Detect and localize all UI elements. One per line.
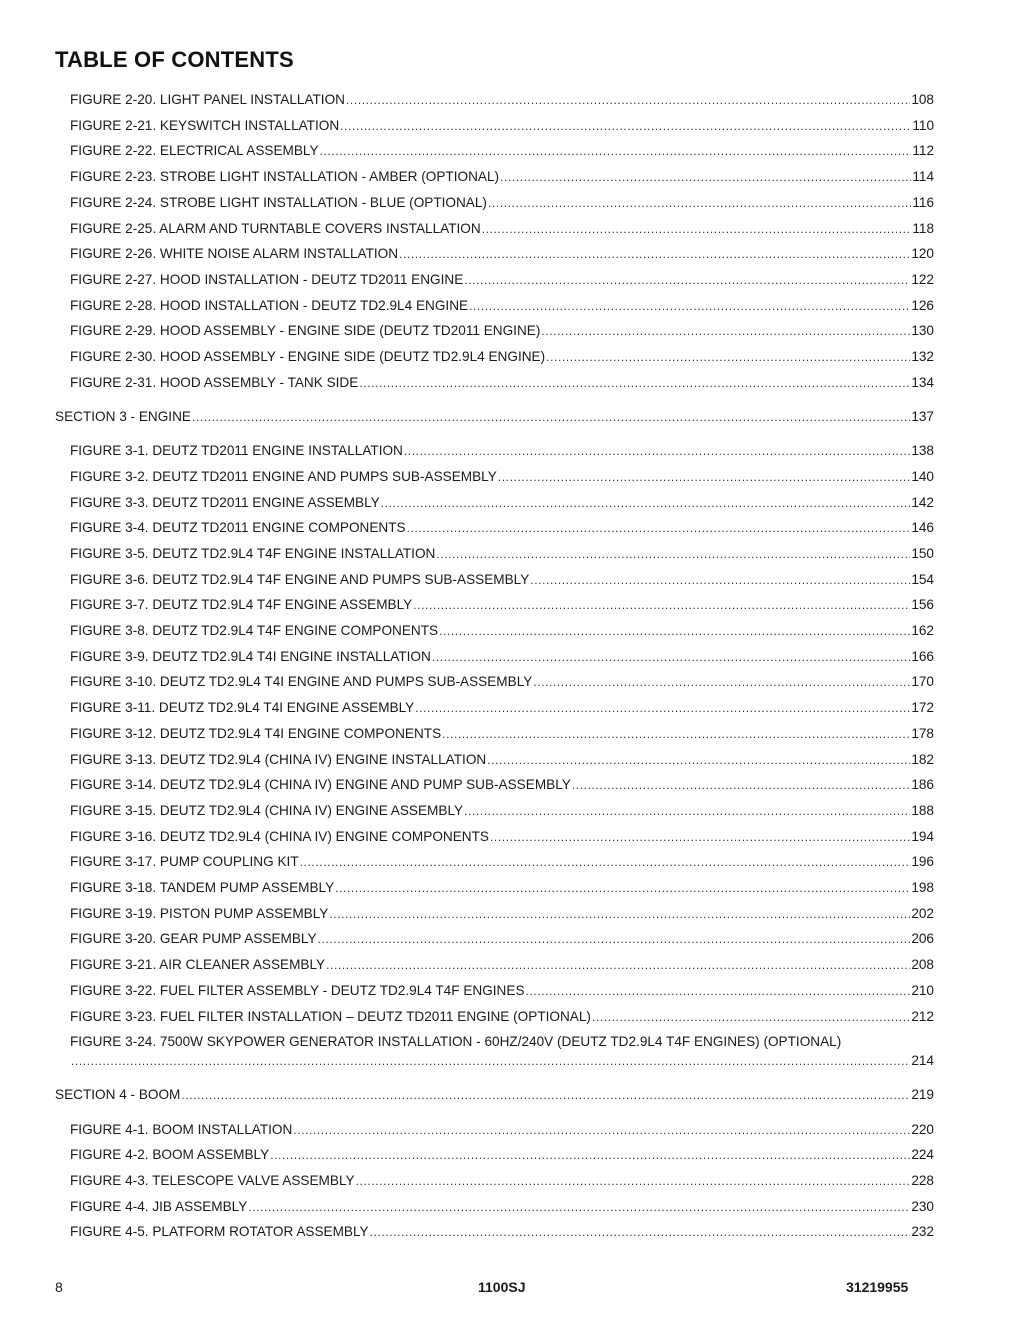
toc-entry[interactable]	[70, 1223, 934, 1241]
toc-leader-dots	[526, 982, 911, 1000]
toc-leader-dots	[413, 596, 910, 614]
toc-entry-label: FIGURE 2-29. HOOD ASSEMBLY - ENGINE SIDE (DEUTZ TD2011 ENGINE)	[70, 323, 541, 339]
toc-entry-label: FIGURE 3-15. DEUTZ TD2.9L4 (CHINA IV) ENGINE ASSEMBLY	[70, 802, 464, 818]
toc-leader-dots	[335, 879, 910, 897]
toc-entry[interactable]	[70, 322, 934, 340]
toc-entry-label: FIGURE 4-2. BOOM ASSEMBLY	[70, 1147, 270, 1163]
toc-entry[interactable]	[70, 751, 934, 769]
toc-entry-page: 120	[911, 246, 934, 262]
toc-entry[interactable]	[70, 956, 934, 974]
toc-entry-page: 146	[911, 520, 934, 536]
toc-entry[interactable]	[70, 494, 934, 512]
toc-entry-page: 220	[911, 1121, 934, 1137]
toc-entry-label: SECTION 3 - ENGINE	[55, 408, 191, 424]
toc-leader-dots	[181, 1086, 910, 1104]
toc-entry-page: 137	[911, 408, 934, 424]
toc-entry[interactable]	[70, 545, 934, 563]
toc-entry[interactable]	[70, 442, 934, 460]
toc-entry-page: 170	[911, 674, 934, 690]
toc-entry[interactable]	[55, 408, 934, 426]
toc-entry-label: FIGURE 2-30. HOOD ASSEMBLY - ENGINE SIDE (DEUTZ TD2.9L4 ENGINE)	[70, 349, 546, 364]
toc-entry-page: 188	[911, 802, 934, 818]
toc-leader-dots	[192, 408, 910, 426]
toc-entry-page: 108	[911, 92, 934, 107]
toc-entry-page: 154	[911, 571, 934, 587]
toc-entry-page: 162	[911, 623, 934, 638]
footer-page-number: 8	[55, 1279, 63, 1295]
toc-entry-label: FIGURE 2-24. STROBE LIGHT INSTALLATION - BLUE (OPTIONAL)	[70, 194, 487, 210]
toc-leader-dots	[320, 142, 912, 160]
toc-entry[interactable]	[55, 1086, 934, 1104]
toc-leader-dots	[432, 648, 910, 666]
toc-entry[interactable]	[70, 828, 934, 846]
toc-leader-dots	[381, 494, 911, 512]
toc-entry-page: 142	[911, 494, 934, 510]
toc-leader-dots	[533, 673, 910, 691]
toc-entry-page: 214	[911, 1053, 934, 1069]
toc-entry-page: 178	[911, 725, 934, 741]
toc-entry-label: FIGURE 3-4. DEUTZ TD2011 ENGINE COMPONENTS	[70, 520, 406, 536]
toc-entry-page: 186	[911, 777, 934, 793]
toc-entry-label: FIGURE 3-1. DEUTZ TD2011 ENGINE INSTALLATION	[70, 443, 403, 459]
toc-leader-dots	[404, 442, 910, 460]
toc-entry[interactable]	[70, 776, 934, 794]
toc-entry-label: FIGURE 2-25. ALARM AND TURNTABLE COVERS INSTALLATION	[70, 220, 481, 236]
toc-entry-label: FIGURE 3-12. DEUTZ TD2.9L4 T4I ENGINE COMPONENTS	[70, 725, 442, 741]
toc-entry-page: 196	[911, 854, 934, 870]
toc-leader-dots	[370, 1223, 911, 1241]
toc-leader-dots	[498, 468, 911, 486]
toc-leader-dots	[329, 905, 910, 923]
toc-entry-page: 132	[911, 349, 934, 364]
toc-leader-dots	[546, 348, 910, 366]
toc-entry-page: 232	[911, 1224, 934, 1240]
toc-entry-label: FIGURE 3-6. DEUTZ TD2.9L4 T4F ENGINE AND PUMPS SUB-ASSEMBLY	[70, 571, 530, 587]
toc-entry[interactable]	[70, 519, 934, 537]
toc-entry[interactable]	[70, 117, 934, 135]
toc-entry-label: FIGURE 4-3. TELESCOPE VALVE ASSEMBLY	[70, 1173, 355, 1188]
toc-entry-label: FIGURE 3-16. DEUTZ TD2.9L4 (CHINA IV) ENGINE COMPONENTS	[70, 828, 489, 844]
toc-entry-page: 134	[911, 374, 934, 390]
toc-entry[interactable]	[70, 348, 934, 366]
toc-entry-label: FIGURE 2-20. LIGHT PANEL INSTALLATION	[70, 92, 345, 107]
toc-entry[interactable]	[70, 91, 934, 109]
toc-entry[interactable]	[70, 699, 934, 717]
toc-entry[interactable]	[70, 571, 934, 589]
toc-leader-dots	[71, 1052, 910, 1070]
toc-entry-page: 224	[911, 1147, 934, 1163]
toc-entry-page: 172	[911, 700, 934, 716]
toc-entry[interactable]	[70, 468, 934, 486]
toc-entry[interactable]	[70, 648, 934, 666]
toc-leader-dots	[300, 853, 911, 871]
toc-entry-label: FIGURE 3-8. DEUTZ TD2.9L4 T4F ENGINE COMPONENTS	[70, 623, 439, 638]
toc-entry[interactable]	[70, 1198, 934, 1216]
toc-entry[interactable]	[70, 982, 934, 1000]
toc-leader-dots	[415, 699, 910, 717]
toc-entry-label: FIGURE 4-5. PLATFORM ROTATOR ASSEMBLY	[70, 1224, 369, 1240]
toc-entry[interactable]	[70, 930, 934, 948]
footer-document-number: 31219955	[846, 1279, 909, 1295]
toc-entry-label: FIGURE 3-9. DEUTZ TD2.9L4 T4I ENGINE INSTALLATION	[70, 648, 431, 664]
toc-entry[interactable]	[70, 245, 934, 263]
toc-entry[interactable]	[70, 271, 934, 289]
toc-leader-dots	[293, 1121, 910, 1139]
toc-entry[interactable]	[70, 622, 934, 640]
toc-entry-label: FIGURE 3-3. DEUTZ TD2011 ENGINE ASSEMBLY	[70, 494, 380, 510]
toc-entry-page: 166	[911, 648, 934, 664]
toc-entry[interactable]	[70, 1121, 934, 1139]
toc-entry[interactable]	[70, 596, 934, 614]
toc-entry[interactable]	[70, 168, 934, 186]
toc-entry-page: 110	[912, 117, 934, 133]
toc-entry-label: FIGURE 3-19. PISTON PUMP ASSEMBLY	[70, 905, 329, 921]
toc-entry[interactable]	[70, 905, 934, 923]
toc-leader-dots	[482, 220, 912, 238]
toc-entry-label: FIGURE 3-20. GEAR PUMP ASSEMBLY	[70, 931, 317, 947]
toc-leader-dots	[399, 245, 910, 263]
toc-leader-dots	[436, 545, 910, 563]
toc-entry-page: 198	[911, 880, 934, 895]
toc-entry-label: FIGURE 2-22. ELECTRICAL ASSEMBLY	[70, 143, 319, 159]
toc-leader-dots	[541, 322, 910, 340]
toc-entry-page: 126	[911, 297, 934, 313]
toc-entry[interactable]	[70, 297, 934, 315]
toc-entry-label: FIGURE 2-27. HOOD INSTALLATION - DEUTZ TD2011 ENGINE	[70, 271, 464, 287]
toc-leader-dots	[326, 956, 910, 974]
toc-leader-dots	[346, 91, 910, 109]
toc-entry-page: 118	[912, 220, 934, 236]
toc-leader-dots	[270, 1146, 910, 1164]
toc-entry-label: FIGURE 4-1. BOOM INSTALLATION	[70, 1121, 293, 1137]
toc-entry-page: 208	[911, 957, 934, 973]
toc-leader-dots	[407, 519, 911, 537]
toc-leader-dots	[318, 930, 911, 948]
toc-entry[interactable]	[70, 374, 934, 392]
toc-entry-label: FIGURE 3-23. FUEL FILTER INSTALLATION – DEUTZ TD2011 ENGINE (OPTIONAL)	[70, 1008, 591, 1024]
toc-entry-label: FIGURE 3-2. DEUTZ TD2011 ENGINE AND PUMPS SUB-ASSEMBLY	[70, 468, 497, 484]
toc-entry-page: 202	[911, 905, 934, 921]
toc-entry-label: FIGURE 3-5. DEUTZ TD2.9L4 T4F ENGINE INSTALLATION	[70, 545, 436, 561]
toc-entry-label: FIGURE 3-7. DEUTZ TD2.9L4 T4F ENGINE ASSEMBLY	[70, 597, 413, 613]
toc-entry-label: FIGURE 3-10. DEUTZ TD2.9L4 T4I ENGINE AND PUMPS SUB-ASSEMBLY	[70, 674, 533, 690]
toc-leader-dots	[464, 271, 910, 289]
toc-leader-dots	[464, 802, 910, 820]
toc-leader-dots	[488, 194, 911, 212]
toc-entry[interactable]	[70, 1146, 934, 1164]
toc-entry[interactable]	[70, 194, 934, 212]
toc-entry-page: 230	[911, 1198, 934, 1214]
toc-entry-label: FIGURE 2-31. HOOD ASSEMBLY - TANK SIDE	[70, 374, 359, 390]
toc-entry-page: 206	[911, 931, 934, 947]
toc-entry-page: 116	[912, 194, 934, 210]
toc-entry-page: 150	[911, 545, 934, 561]
toc-entry-label: FIGURE 2-28. HOOD INSTALLATION - DEUTZ TD2.9L4 ENGINE	[70, 297, 469, 313]
footer-model: 1100SJ	[478, 1279, 526, 1295]
toc-entry-label: FIGURE 4-4. JIB ASSEMBLY	[70, 1198, 248, 1214]
toc-entry-page: 210	[911, 982, 934, 998]
toc-entry-label: FIGURE 2-26. WHITE NOISE ALARM INSTALLATION	[70, 246, 399, 262]
toc-entry-page: 140	[911, 468, 934, 484]
toc-entry[interactable]	[70, 879, 934, 897]
toc-entry-label: FIGURE 3-22. FUEL FILTER ASSEMBLY - DEUTZ TD2.9L4 T4F ENGINES	[70, 982, 525, 998]
toc-leader-dots	[530, 571, 910, 589]
toc-leader-dots	[359, 374, 910, 392]
toc-entry[interactable]	[70, 802, 934, 820]
toc-leader-dots	[439, 622, 910, 640]
toc-entry[interactable]	[70, 1172, 934, 1190]
toc-leader-dots	[490, 828, 910, 846]
toc-leader-dots	[248, 1198, 910, 1216]
toc-entry-page: 194	[911, 828, 934, 844]
toc-entry[interactable]	[70, 1033, 934, 1051]
toc-entry-label: FIGURE 3-17. PUMP COUPLING KIT	[70, 854, 299, 870]
toc-entry[interactable]	[70, 673, 934, 691]
toc-leader-dots	[340, 117, 911, 135]
toc-entry-label: FIGURE 2-21. KEYSWITCH INSTALLATION	[70, 117, 340, 133]
toc-entry-page: 112	[912, 143, 934, 159]
toc-entry-label: FIGURE 3-14. DEUTZ TD2.9L4 (CHINA IV) ENGINE AND PUMP SUB-ASSEMBLY	[70, 777, 571, 793]
toc-leader-dots	[442, 725, 910, 743]
toc-leader-dots	[469, 297, 910, 315]
toc-leader-dots	[500, 168, 911, 186]
toc-entry[interactable]	[70, 853, 934, 871]
toc-entry-page: 138	[911, 443, 934, 459]
toc-entry-page: 219	[911, 1087, 934, 1103]
toc-leader-dots	[487, 751, 910, 769]
toc-entry-label: FIGURE 2-23. STROBE LIGHT INSTALLATION - AMBER (OPTIONAL)	[70, 169, 500, 185]
toc-entry-label: FIGURE 3-13. DEUTZ TD2.9L4 (CHINA IV) ENGINE INSTALLATION	[70, 751, 487, 767]
toc-entry[interactable]	[70, 1008, 934, 1026]
toc-entry-page: 130	[911, 323, 934, 339]
toc-entry-page: 156	[911, 597, 934, 613]
toc-entry-label: SECTION 4 - BOOM	[55, 1087, 181, 1103]
toc-entry-label: FIGURE 3-21. AIR CLEANER ASSEMBLY	[70, 957, 326, 973]
toc-entry[interactable]	[70, 1052, 934, 1070]
toc-entry-label: FIGURE 3-11. DEUTZ TD2.9L4 T4I ENGINE ASSEMBLY	[70, 700, 415, 716]
toc-entry[interactable]	[70, 725, 934, 743]
page-title: TABLE OF CONTENTS	[55, 47, 294, 72]
toc-entry-page: 114	[912, 169, 934, 185]
toc-leader-dots	[592, 1008, 910, 1026]
toc-entry[interactable]	[70, 142, 934, 160]
toc-entry-page: 122	[911, 271, 934, 287]
toc-leader-dots	[572, 776, 910, 794]
toc-entry-label: FIGURE 3-24. 7500W SKYPOWER GENERATOR INSTALLATION - 60HZ/240V (DEUTZ TD2.9L4 T4F ENGINES) (OPTIONAL)	[70, 1034, 842, 1050]
toc-leader-dots	[356, 1172, 911, 1190]
toc-entry-label: FIGURE 3-18. TANDEM PUMP ASSEMBLY	[70, 880, 335, 895]
toc-entry-page: 212	[911, 1008, 934, 1024]
toc-entry-page: 182	[911, 751, 934, 767]
toc-entry-page: 228	[911, 1173, 934, 1188]
toc-entry[interactable]	[70, 220, 934, 238]
